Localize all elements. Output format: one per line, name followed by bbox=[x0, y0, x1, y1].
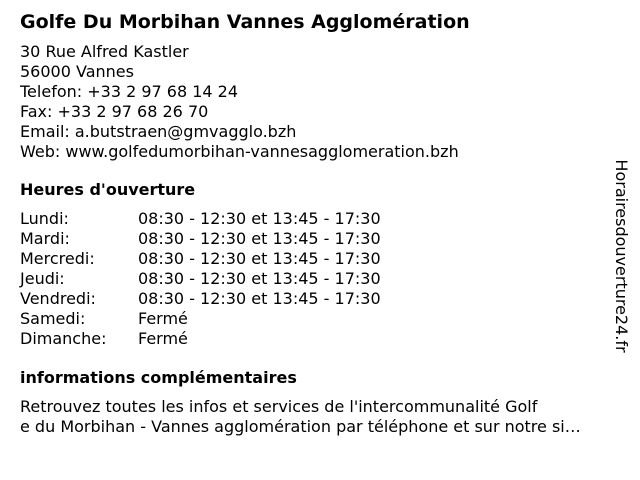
day-label: Mercredi: bbox=[20, 249, 95, 268]
hours-row-tuesday bbox=[20, 229, 610, 249]
watermark-text: Horairesdouverture24.fr bbox=[612, 159, 631, 353]
hours-value: 08:30 - 12:30 et 13:45 - 17:30 bbox=[138, 229, 381, 248]
address-city: 56000 Vannes bbox=[20, 62, 134, 81]
hours-value: 08:30 - 12:30 et 13:45 - 17:30 bbox=[138, 269, 381, 288]
business-card bbox=[20, 10, 610, 437]
info-text-line: Retrouvez toutes les infos et services de l'intercommunalité Golf bbox=[20, 397, 538, 416]
additional-info-heading: informations complémentaires bbox=[20, 368, 297, 387]
day-label: Jeudi: bbox=[20, 269, 65, 288]
website: Web: www.golfedumorbihan-vannesagglomeration.bzh bbox=[20, 142, 459, 161]
phone-number: Telefon: +33 2 97 68 14 24 bbox=[20, 82, 239, 101]
hours-value: Fermé bbox=[138, 309, 188, 328]
email-address: Email: a.butstraen@gmvagglo.bzh bbox=[20, 122, 297, 141]
day-label: Vendredi: bbox=[20, 289, 96, 308]
info-text-line: e du Morbihan - Vannes agglomération par téléphone et sur notre si… bbox=[20, 417, 581, 436]
hours-row-friday bbox=[20, 289, 610, 309]
fax-number: Fax: +33 2 97 68 26 70 bbox=[20, 102, 209, 121]
day-label: Samedi: bbox=[20, 309, 86, 328]
hours-row-monday bbox=[20, 209, 610, 229]
hours-row-sunday bbox=[20, 329, 610, 349]
business-name: Golfe Du Morbihan Vannes Agglomération bbox=[20, 11, 470, 33]
opening-hours-heading: Heures d'ouverture bbox=[20, 180, 196, 199]
hours-value: 08:30 - 12:30 et 13:45 - 17:30 bbox=[138, 289, 381, 308]
hours-row-wednesday bbox=[20, 249, 610, 269]
day-label: Mardi: bbox=[20, 229, 70, 248]
address-street: 30 Rue Alfred Kastler bbox=[20, 42, 189, 61]
day-label: Dimanche: bbox=[20, 329, 107, 348]
day-label: Lundi: bbox=[20, 209, 69, 228]
additional-info-text bbox=[20, 397, 632, 437]
opening-hours-list bbox=[20, 209, 610, 349]
contact-block bbox=[20, 42, 610, 162]
hours-row-saturday bbox=[20, 309, 610, 329]
hours-value: 08:30 - 12:30 et 13:45 - 17:30 bbox=[138, 249, 381, 268]
hours-value: Fermé bbox=[138, 329, 188, 348]
hours-value: 08:30 - 12:30 et 13:45 - 17:30 bbox=[138, 209, 381, 228]
hours-row-thursday bbox=[20, 269, 610, 289]
